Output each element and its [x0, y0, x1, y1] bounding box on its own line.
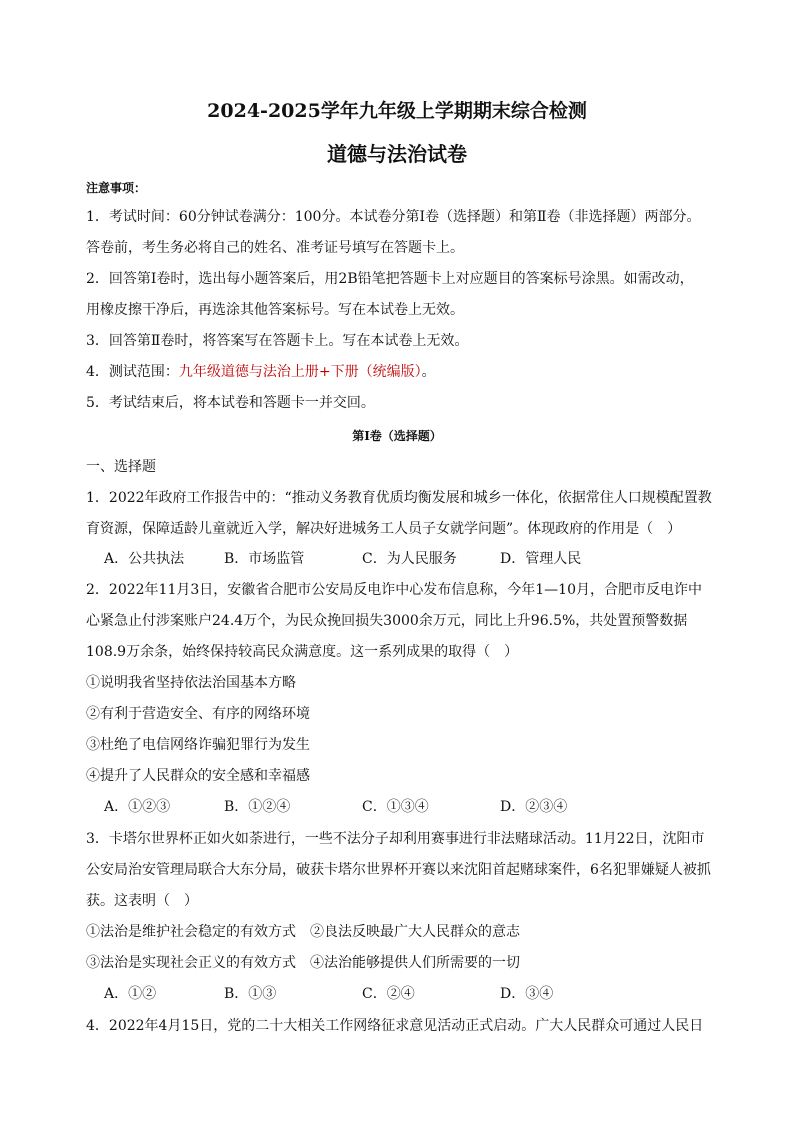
- volume-title: 第Ⅰ卷（选择题）: [352, 429, 442, 443]
- notice-item-4-prefix: 4．测试范围：: [86, 364, 179, 380]
- notice-item-5: 5．考试结束后，将本试卷和答题卡一并交回。: [86, 395, 375, 411]
- notice-item-4-suffix: 。: [421, 364, 436, 380]
- notice-item-2-line-1: 2．回答第Ⅰ卷时，选出每小题答案后，用2B铅笔把答题卡上对应题目的答案标号涂黑。如需改动，: [86, 271, 694, 287]
- question-3-line-1: 3．卡塔尔世界杯正如火如荼进行，一些不法分子却利用赛事进行非法赌球活动。11月22日，沈阳市: [86, 831, 705, 847]
- question-3-statements-row-1: ①法治是维护社会稳定的有效方式 ②良法反映最广大人民群众的意志: [86, 924, 520, 940]
- question-2-statement-3: ③杜绝了电信网络诈骗犯罪行为发生: [86, 737, 310, 753]
- option-c: C．为人民服务: [362, 551, 457, 567]
- notice-item-1-line-1: 1．考试时间：60分钟试卷满分：100分。本试卷分第Ⅰ卷（选择题）和第Ⅱ卷（非选择题）两部分。: [86, 209, 701, 225]
- notice-item-2-line-2: 用橡皮擦干净后，再选涂其他答案标号。写在本试卷上无效。: [86, 302, 464, 318]
- exam-subtitle: 道德与法治试卷: [327, 142, 467, 166]
- question-1-line-1: 1．2022年政府工作报告中的：“推动义务教育优质均衡发展和城乡一体化，依据常住人口规模配置教: [86, 490, 712, 506]
- notice-heading: 注意事项：: [86, 181, 147, 195]
- question-1-line-2: 育资源，保障适龄儿童就近入学，解决好进城务工人员子女就学问题”。体现政府的作用是（ ）: [86, 521, 682, 537]
- option-d: D．②③④: [500, 799, 568, 815]
- option-d: D．管理人民: [500, 551, 582, 567]
- question-3-statements-row-2: ③法治是实现社会正义的有效方式 ④法治能够提供人们所需要的一切: [86, 955, 520, 971]
- question-2-statement-2: ②有利于营造安全、有序的网络环境: [86, 706, 310, 722]
- question-2-statement-4: ④提升了人民群众的安全感和幸福感: [86, 768, 310, 784]
- exam-title: 2024-2025学年九年级上学期期末综合检测: [207, 100, 587, 122]
- option-d: D．③④: [500, 986, 554, 1002]
- notice-item-4: [86, 362, 726, 382]
- question-2-statement-1: ①说明我省坚持依法治国基本方略: [86, 675, 296, 691]
- question-3-line-3: 获。这表明（ ）: [86, 893, 198, 909]
- section-title: 一、选择题: [86, 459, 156, 475]
- option-b: B．市场监管: [224, 551, 305, 567]
- notice-item-1-line-2: 答卷前，考生务必将自己的姓名、准考证号填写在答题卡上。: [86, 240, 464, 256]
- option-c: C．①③④: [362, 799, 429, 815]
- option-b: B．①③: [224, 986, 277, 1002]
- option-a: A．公共执法: [104, 551, 185, 567]
- question-2-line-1: 2．2022年11月3日，安徽省合肥市公安局反电诈中心发布信息称，今年1—10月，合肥市反电诈中: [86, 582, 702, 598]
- notice-item-3: 3．回答第Ⅱ卷时，将答案写在答题卡上。写在本试卷上无效。: [86, 333, 469, 349]
- option-b: B．①②④: [224, 799, 291, 815]
- question-2-line-2: 心紧急止付涉案账户24.4万个，为民众挽回损失3000余万元，同比上升96.5%，共处置预警数据: [86, 613, 688, 629]
- test-scope-text: 九年级道德与法治上册+下册（统编版）: [178, 364, 422, 380]
- question-4-line-1: 4．2022年4月15日，党的二十大相关工作网络征求意见活动正式启动。广大人民群众可通过人民日: [86, 1018, 704, 1034]
- option-a: A．①②: [104, 986, 157, 1002]
- question-3-line-2: 公安局治安管理局联合大东分局，破获卡塔尔世界杯开赛以来沈阳首起赌球案件，6名犯罪嫌疑人被抓: [86, 862, 711, 878]
- option-a: A．①②③: [104, 799, 171, 815]
- option-c: C．②④: [362, 986, 415, 1002]
- question-2-line-3: 108.9万余条，始终保持较高民众满意度。这一系列成果的取得（ ）: [86, 644, 519, 660]
